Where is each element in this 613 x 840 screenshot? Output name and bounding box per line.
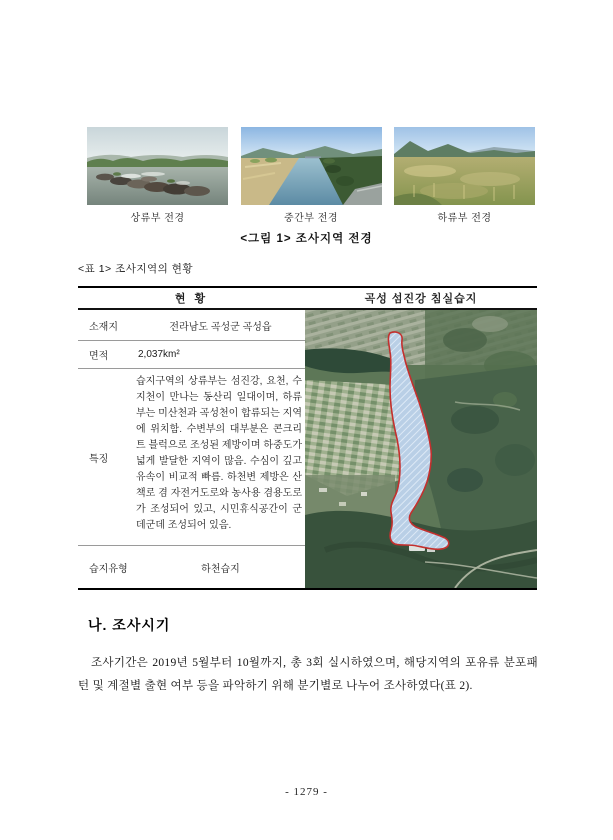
upstream-photo-image <box>87 127 228 205</box>
midstream-caption: 중간부 전경 <box>283 213 339 224</box>
upstream-caption: 상류부 전경 <box>130 213 185 224</box>
midstream-photo <box>241 127 382 205</box>
table-header-status: 현 황 <box>174 293 209 305</box>
features-value: 습지구역의 상류부는 섬진강, 요천, 수지천이 만나는 동산리 일대이며, 하류부는 미산천과 곡성천이 합류되는 지역에 위치함. 수변부의 대부분은 콘크리트 블럭으로 조성된 제방이며 하중도가 넓게 발달한 지역이 많음. 수심이 깊고 유속이 비교적 빠름. 하천변 제방은 산책로 겸 자전거도로와 농사용 겸용도로가 조성되어 있고, 시민휴식공간이 군데군데 조성되어 있음. <box>136 376 302 531</box>
table-left-column <box>78 310 305 588</box>
features-label: 특징 <box>89 453 109 465</box>
status-table <box>78 286 537 590</box>
figure-caption: <그림 1> 조사지역 전경 <box>240 233 373 245</box>
midstream-photo-image <box>241 127 382 205</box>
photo-figure-downstream <box>394 127 535 224</box>
satellite-map <box>305 310 537 588</box>
body-paragraph: 조사기간은 2019년 5월부터 10월까지, 총 3회 실시하였으며, 해당지역의 포유류 분포패턴 및 계절별 출현 여부 등을 파악하기 위해 분기별로 나누어 조사하였다(표 2). <box>78 657 538 692</box>
table-header-row <box>78 288 537 310</box>
location-value: 전라남도 곡성군 곡성읍 <box>169 321 272 333</box>
photo-strip <box>87 127 535 224</box>
wetland-type-label: 습지유형 <box>89 563 128 575</box>
wetland-type-value: 하천습지 <box>201 563 240 575</box>
table-title: <표 1> 조사지역의 현황 <box>78 263 193 275</box>
photo-figure-upstream <box>87 127 228 224</box>
area-label: 면적 <box>89 351 109 362</box>
location-label: 소재지 <box>89 321 118 333</box>
downstream-photo-image <box>394 127 535 205</box>
table-row-area <box>78 341 305 369</box>
downstream-photo <box>394 127 535 205</box>
table-row-features <box>78 369 305 546</box>
table-header-site: 곡성 섬진강 침실습지 <box>364 293 478 305</box>
photo-figure-midstream <box>241 127 382 224</box>
area-value: 2,037km² <box>138 349 180 360</box>
section-heading: 나. 조사시기 <box>88 617 171 633</box>
page-number: - 1279 - <box>285 786 328 798</box>
table-row-wetland-type <box>78 546 305 588</box>
downstream-caption: 하류부 전경 <box>437 213 492 224</box>
satellite-map-image <box>305 310 537 588</box>
table-body <box>78 310 537 588</box>
upstream-photo <box>87 127 228 205</box>
table-row-location <box>78 310 305 341</box>
